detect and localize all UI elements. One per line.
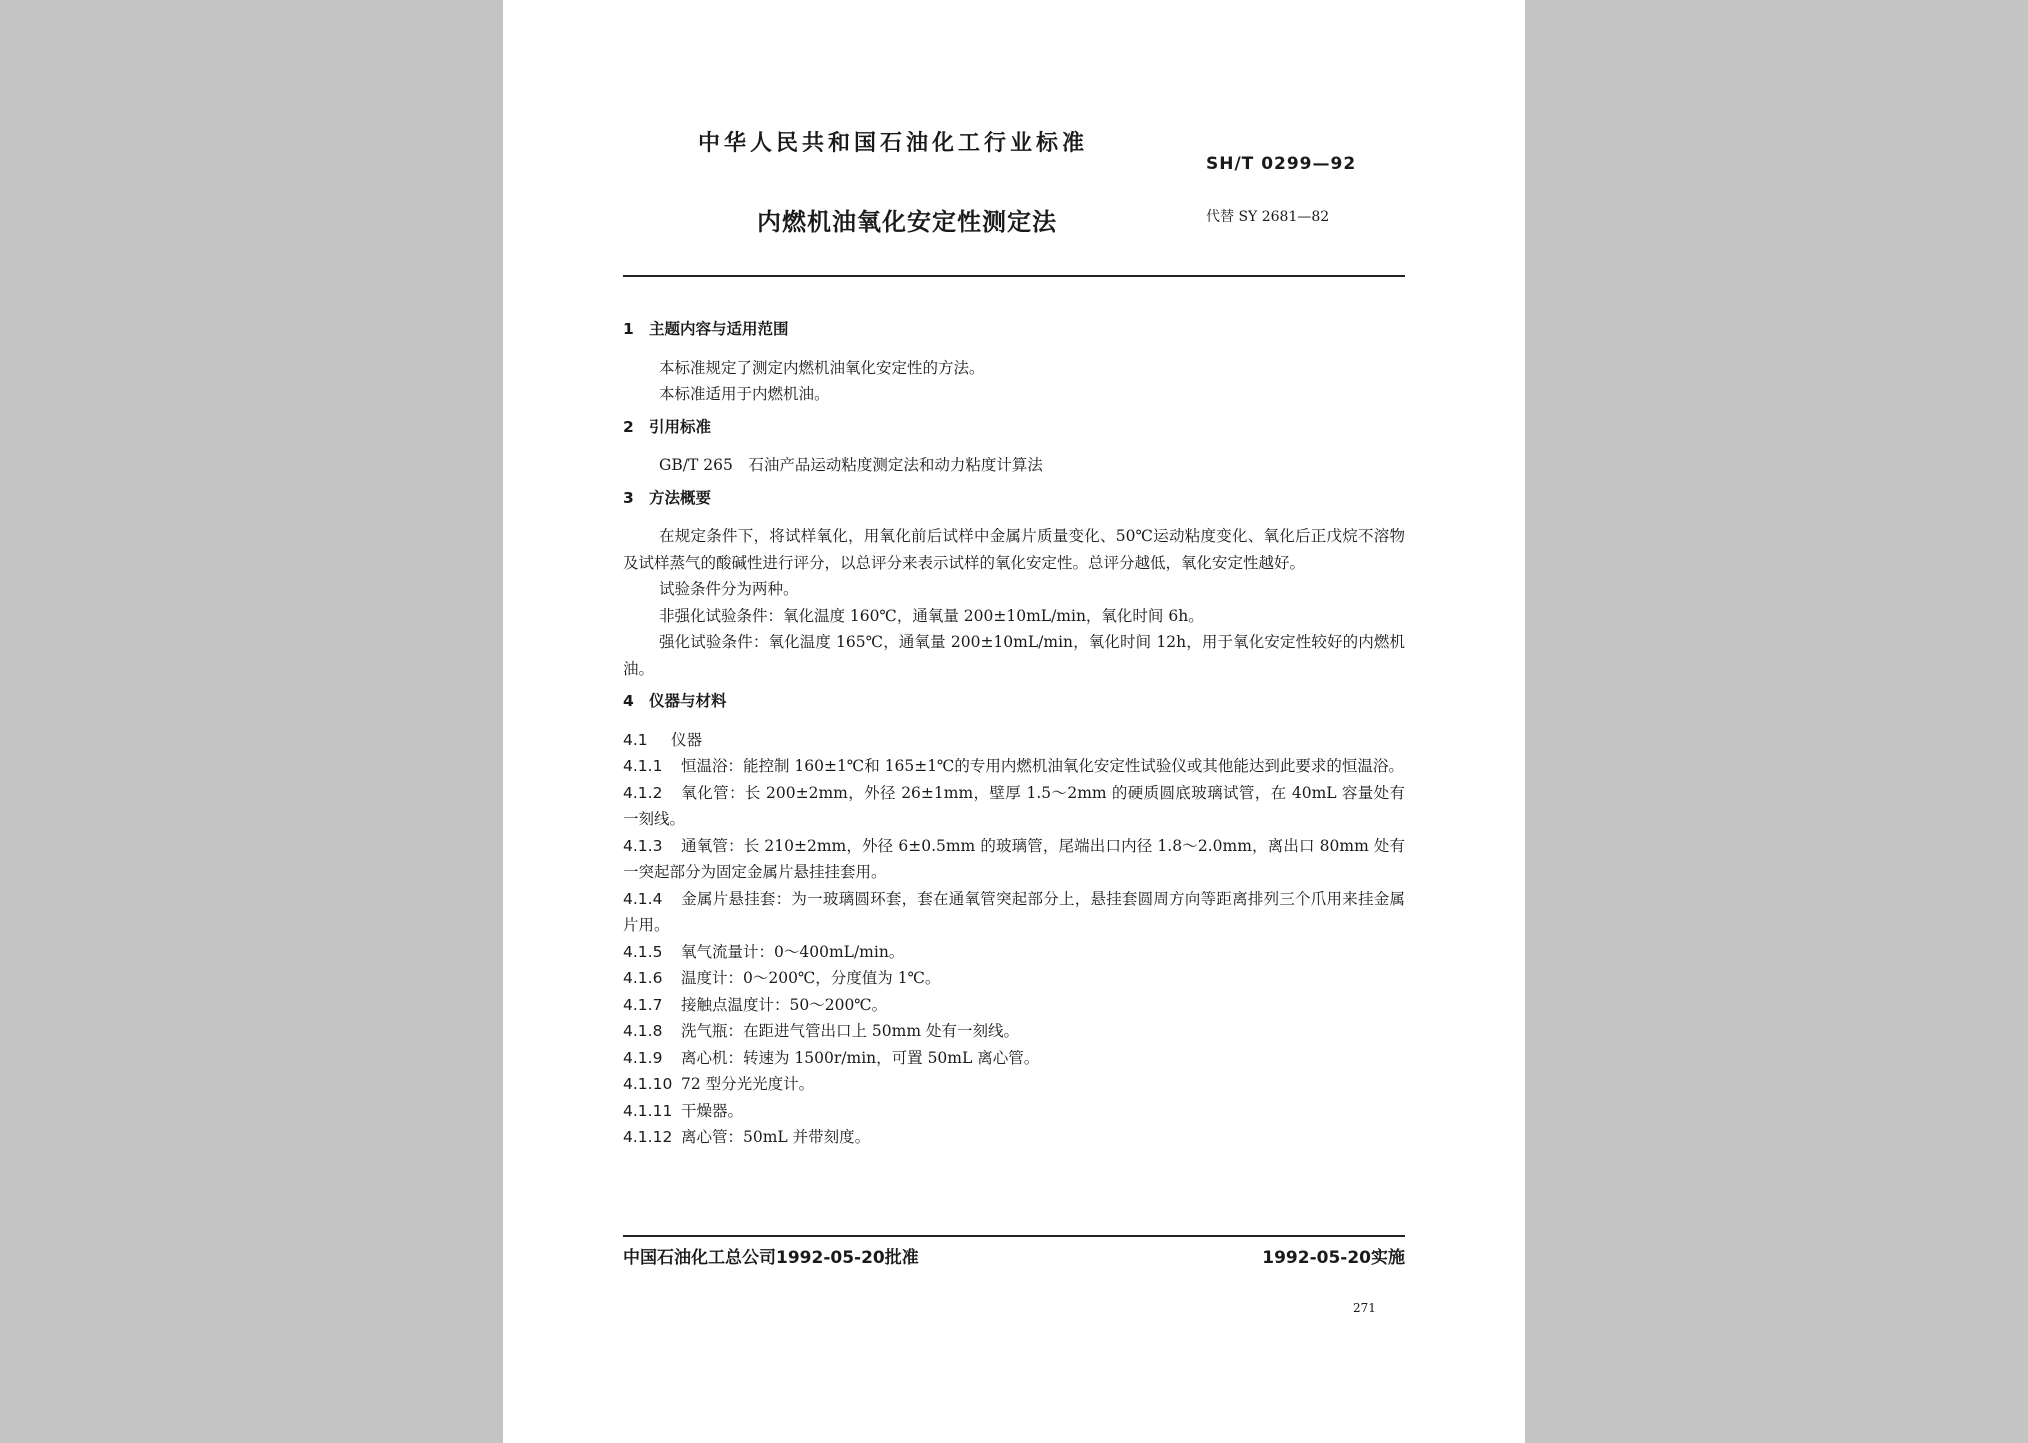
item-4-1-2: 4.1.2 氧化管：长 200±2mm，外径 26±1mm，壁厚 1.5～2mm 的硬质圆底玻璃试管，在 40mL 容量处有一刻线。 bbox=[623, 783, 1405, 828]
section-3-para-3: 非强化试验条件：氧化温度 160℃，通氧量 200±10mL/min，氧化时间 6h。 bbox=[659, 606, 1204, 625]
section-2-reference: GB/T 265 石油产品运动粘度测定法和动力粘度计算法 bbox=[659, 456, 1043, 474]
standard-issuer: 中华人民共和国石油化工行业标准 bbox=[698, 131, 1089, 156]
item-4-1-9: 4.1.9 离心机：转速为 1500r/min，可置 50mL 离心管。 bbox=[623, 1048, 1040, 1067]
document-title: 内燃机油氧化安定性测定法 bbox=[757, 208, 1057, 236]
standard-code: SH/T 0299—92 bbox=[1206, 154, 1357, 174]
section-4-heading: 4 仪器与材料 bbox=[623, 692, 727, 710]
replaces-note: 代替 SY 2681—82 bbox=[1206, 209, 1330, 225]
approval-note: 中国石油化工总公司1992-05-20批准 bbox=[623, 1248, 919, 1268]
section-1-heading: 1 主题内容与适用范围 bbox=[623, 320, 789, 338]
item-4-1-12: 4.1.12 离心管：50mL 并带刻度。 bbox=[623, 1128, 871, 1146]
section-3-heading: 3 方法概要 bbox=[623, 488, 712, 507]
section-1-line-1: 本标准规定了测定内燃机油氧化安定性的方法。 bbox=[659, 358, 985, 377]
section-2-heading: 2 引用标准 bbox=[623, 417, 712, 436]
item-4-1-7: 4.1.7 接触点温度计：50～200℃。 bbox=[623, 995, 888, 1014]
item-4-1-11: 4.1.11 干燥器。 bbox=[623, 1101, 744, 1120]
page-number: 271 bbox=[1353, 1301, 1376, 1315]
item-4-1-4: 4.1.4 金属片悬挂套：为一玻璃圆环套，套在通氧管突起部分上，悬挂套圆周方向等距离排列三个爪用来挂金属片用。 bbox=[623, 889, 1405, 934]
document-body bbox=[623, 308, 1405, 1151]
item-4-1-10: 4.1.10 72 型分光光度计。 bbox=[623, 1075, 815, 1093]
item-4-1-8: 4.1.8 洗气瓶：在距进气管出口上 50mm 处有一刻线。 bbox=[623, 1022, 1019, 1040]
document-page bbox=[503, 0, 1525, 1443]
item-4-1-1: 4.1.1 恒温浴：能控制 160±1℃和 165±1℃的专用内燃机油氧化安定性试验仪或其他能达到此要求的恒温浴。 bbox=[623, 757, 1404, 775]
section-3-para-4: 强化试验条件：氧化温度 165℃，通氧量 200±10mL/min，氧化时间 12h，用于氧化安定性较好的内燃机油。 bbox=[623, 633, 1405, 678]
item-4-1-3: 4.1.3 通氧管：长 210±2mm，外径 6±0.5mm 的玻璃管，尾端出口内径 1.8～2.0mm，离出口 80mm 处有一突起部分为固定金属片悬挂挂套用。 bbox=[623, 836, 1405, 881]
implementation-note: 1992-05-20实施 bbox=[1262, 1248, 1405, 1268]
section-1-line-2: 本标准适用于内燃机油。 bbox=[659, 385, 830, 403]
item-4-1-6: 4.1.6 温度计：0～200℃，分度值为 1℃。 bbox=[623, 969, 941, 987]
header-divider bbox=[623, 275, 1405, 277]
subsection-4-1: 4.1 仪器 bbox=[623, 730, 703, 749]
section-3-para-2: 试验条件分为两种。 bbox=[659, 580, 799, 598]
item-4-1-5: 4.1.5 氧气流量计：0～400mL/min。 bbox=[623, 942, 905, 961]
footer-divider bbox=[623, 1235, 1405, 1237]
section-3-para-1: 在规定条件下，将试样氧化，用氧化前后试样中金属片质量变化、50℃运动粘度变化、氧化后正戊烷不溶物及试样蒸气的酸碱性进行评分，以总评分来表示试样的氧化安定性。总评分越低，氧化安定性越好。 bbox=[623, 527, 1405, 572]
